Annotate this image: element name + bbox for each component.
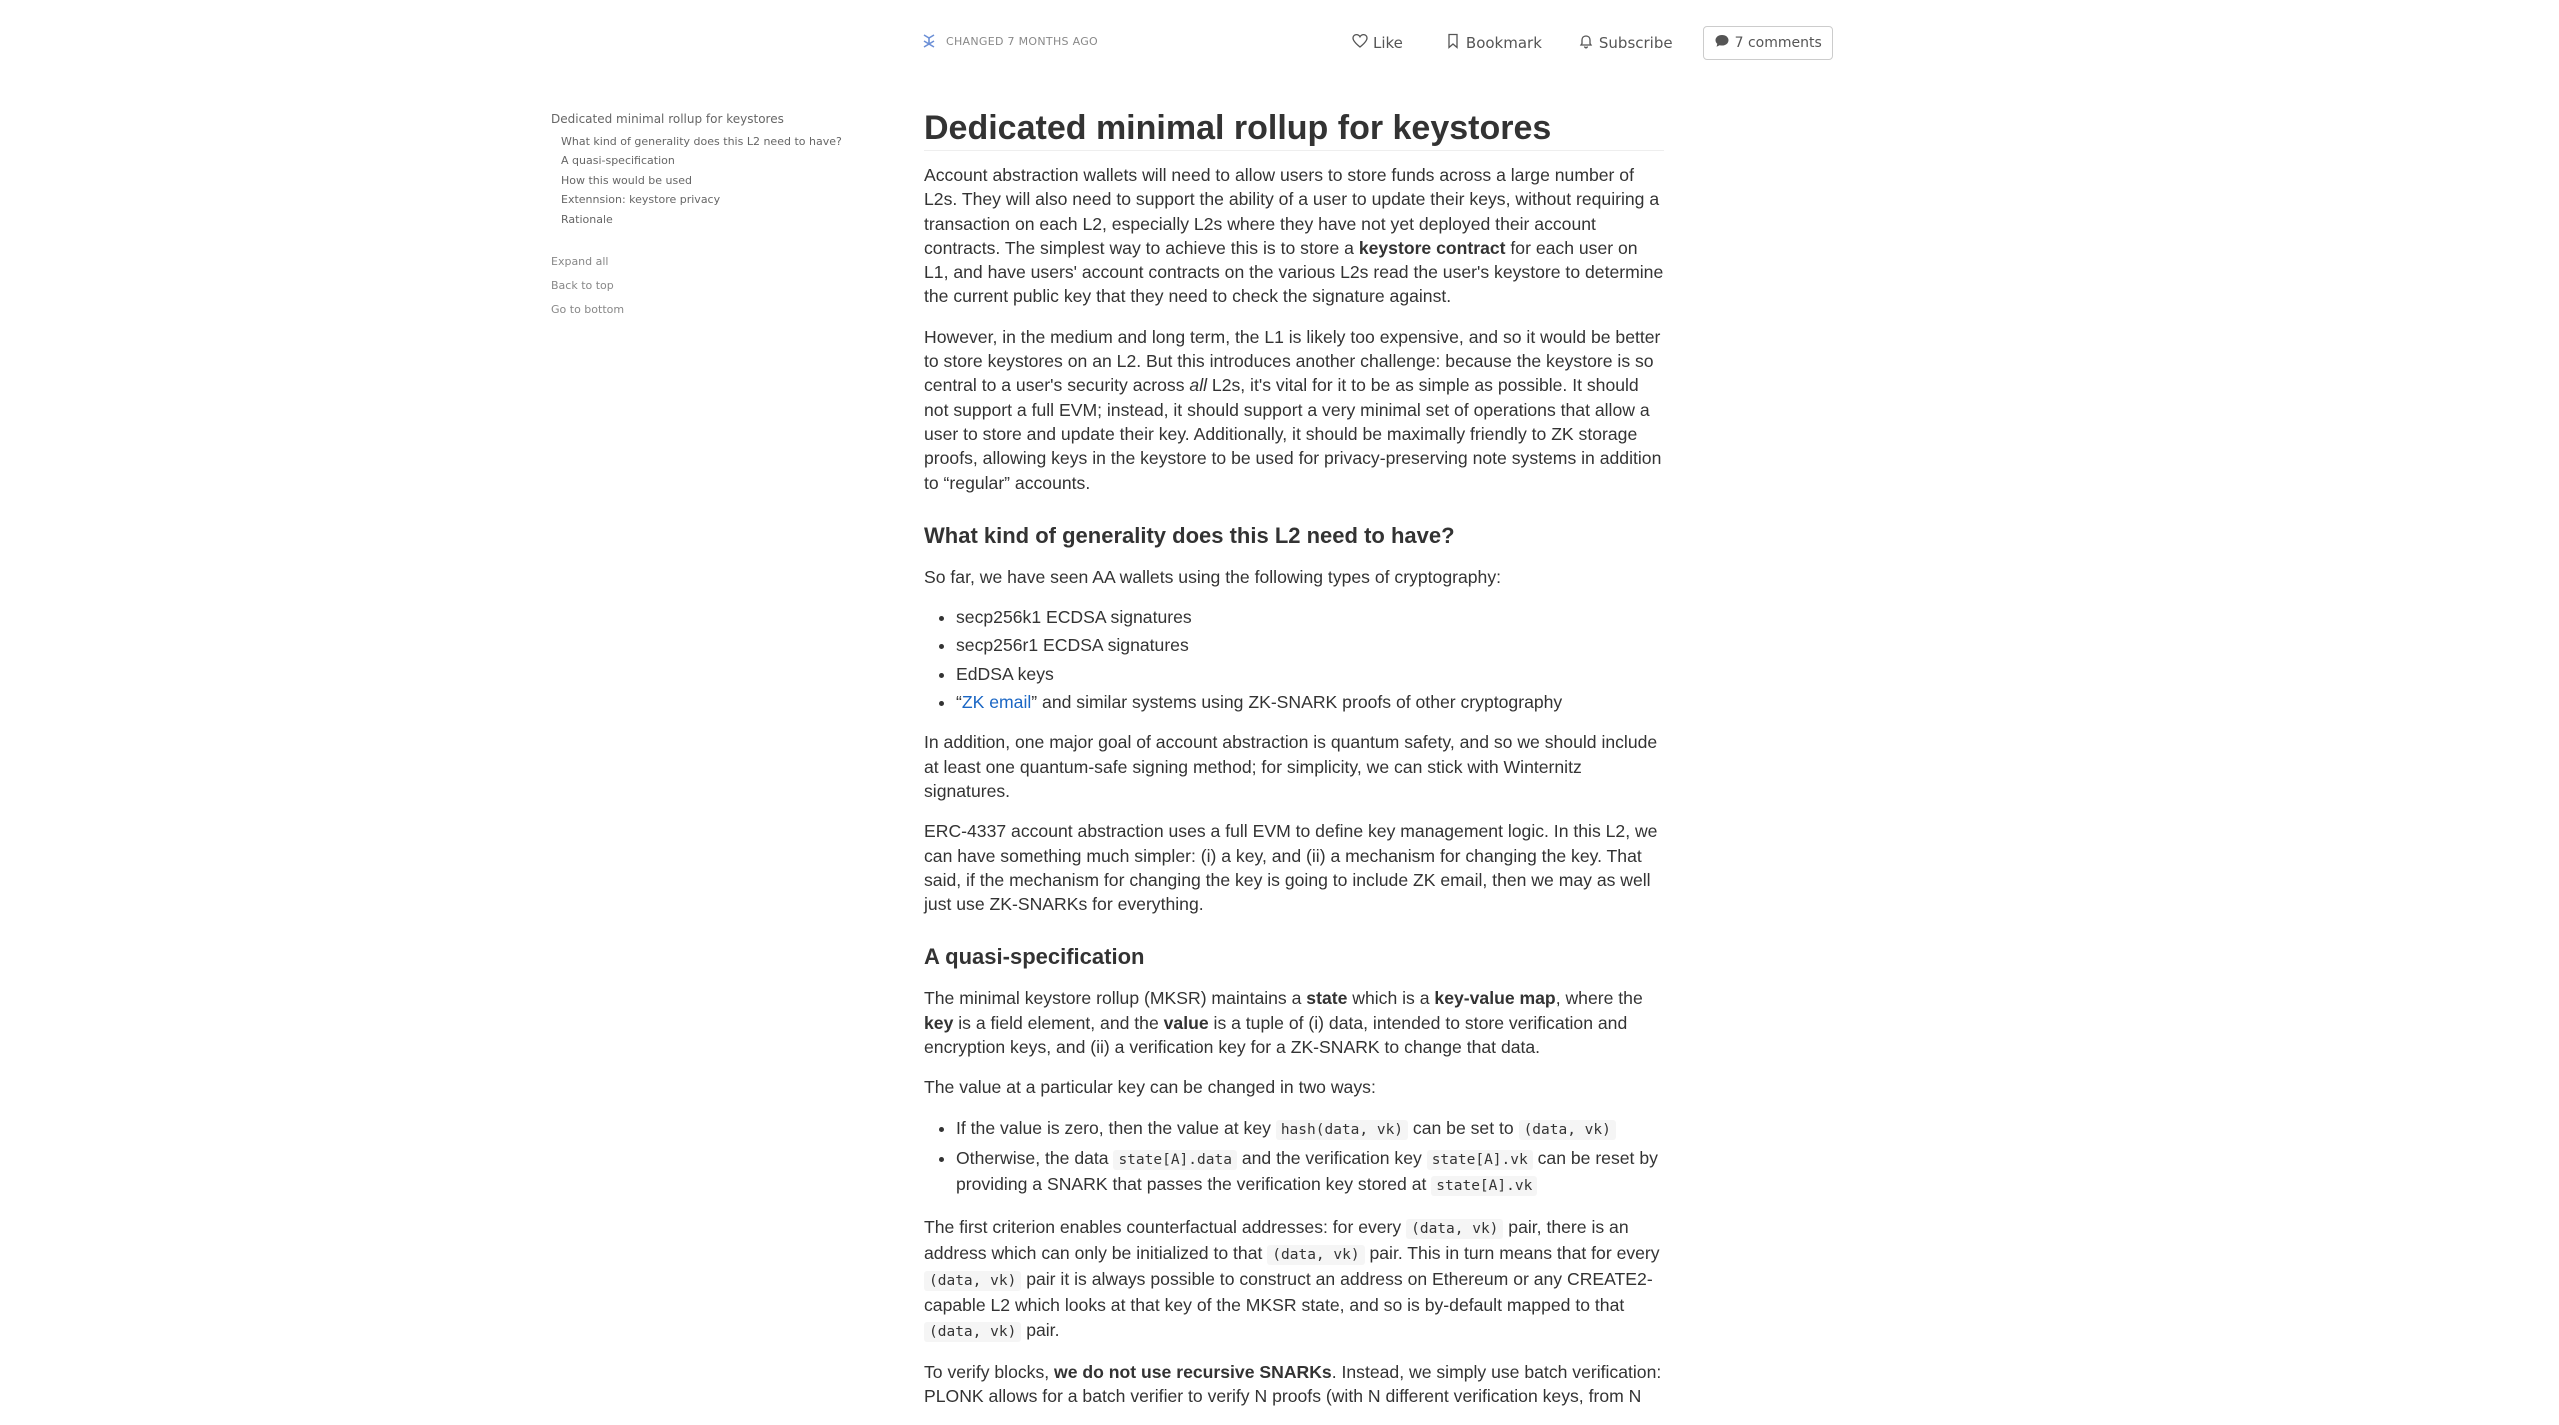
paragraph-counterfactual: The first criterion enables counterfactual addresses: for every (data, vk) pair, there is an address which can only be initialized to that (data, vk) pair. This in turn means that for every (data, vk) pair it is always possible to construct an address on Ethereum or any CREATE2-capable L2 which looks at that key of the MKSR state, and so is by-default mapped to that (data, vk) pair. [924,1216,1660,1340]
back-to-top-link[interactable]: Back to top [551,279,614,293]
like-label: Like [1373,34,1403,52]
changed-label: CHANGED 7 MONTHS AGO [946,34,1099,48]
list-item: • If the value is zero, then the value at key hash(data, vk) can be set to (data, vk) [956,1116,1664,1142]
changed-info [920,32,1098,50]
list-item: • EdDSA keys [956,662,1664,686]
heart-icon [1352,33,1368,53]
heading-generality: What kind of generality does this L2 need to have? [924,522,1455,548]
go-to-bottom-link[interactable]: Go to bottom [551,303,625,317]
action-bar [1352,26,1833,60]
list-item: • “ZK email” and similar systems using ZK-SNARK proofs of other cryptography [956,690,1664,714]
toc-item-quasi-specification[interactable]: A quasi-specification [561,154,675,168]
like-button[interactable] [1352,33,1403,53]
article-body [924,106,1664,1425]
paragraph-l2-challenge: However, in the medium and long term, the L1 is likely too expensive, and so it would be better to store keystores on an L2. But this introduces another challenge: because the keystore is so central to a user's security across all L2s, it's vital for it to be as simple as possible. It should not support a full EVM; instead, it should support a very minimal set of operations that allow a user to store and update their key. Additionally, it should be maximally friendly to ZK storage proofs, allowing keys in the keystore to be used for privacy-preserving note systems in addition to “regular” accounts. [924,326,1662,493]
crypto-list [924,605,1664,714]
comment-icon [1714,33,1730,53]
paragraph-two-ways: The value at a particular key can be changed in two ways: [924,1077,1376,1098]
page-title: Dedicated minimal rollup for keystores [924,106,1664,151]
paragraph-quantum: In addition, one major goal of account abstraction is quantum safety, and so we should include at least one quantum-safe signing method; for simplicity, we can stick with Winternitz signatures. [924,732,1658,801]
paragraph-mksr-state: The minimal keystore rollup (MKSR) maintains a state which is a key-value map, where the key is a field element, and the value is a tuple of (i) data, intended to store verification and encryption keys, and (ii) a verification key for a ZK-SNARK to change that data. [924,988,1643,1058]
toc-item-how-used[interactable]: How this would be used [561,173,692,187]
paragraph-verify-blocks: To verify blocks, we do not use recursive SNARKs. Instead, we simply use batch verification: PLONK allows for a batch verifier to verify N proofs (with N different verification keys, from N [924,1361,1662,1407]
list-item: • Otherwise, the data state[A].data and the verification key state[A].vk can be reset by providing a SNARK that passes the verification key stored at state[A].vk [956,1146,1664,1199]
paragraph-intro: Account abstraction wallets will need to allow users to store funds across a large number of L2s. They will also need to support the ability of a user to update their keys, without requiring a transaction on each L2, especially L2s where they have not yet deployed their account contracts. The simplest way to achieve this is to store a keystore contract for each user on L1, and have users' account contracts on the various L2s read the user's keystore to determine the current public key that they need to check the signature against. [924,165,1664,307]
bookmark-label: Bookmark [1465,34,1542,52]
subscribe-label: Subscribe [1598,34,1673,52]
toc-item-generality[interactable]: What kind of generality does this L2 need to have? [561,135,842,148]
list-item: • secp256k1 ECDSA signatures [956,605,1664,629]
expand-all-link[interactable]: Expand all [551,255,609,269]
toc-item-keystore-privacy[interactable]: Extennsion: keystore privacy [561,193,721,207]
change-ways-list [924,1116,1664,1199]
top-bar [0,0,2559,80]
toc-item-title[interactable]: Dedicated minimal rollup for keystores [551,112,784,126]
heading-quasi-specification: A quasi-specification [924,944,1145,970]
comments-button[interactable] [1703,26,1833,60]
bookmark-button[interactable] [1445,33,1542,53]
comments-label: 7 comments [1734,35,1822,51]
bell-icon [1578,33,1594,53]
bookmark-icon [1445,33,1461,53]
logo-icon [920,32,938,50]
paragraph-crypto-intro: So far, we have seen AA wallets using the following types of cryptography: [924,566,1502,587]
zk-email-link[interactable]: ZK email [961,692,1032,713]
paragraph-erc4337: ERC-4337 account abstraction uses a full EVM to define key management logic. In this L2, we can have something much simpler: (i) a key, and (ii) a mechanism for changing the key. That said, if the mechanism for changing the key is going to include ZK email, then we may as well just use ZK-SNARKs for everything. [924,821,1658,915]
subscribe-button[interactable] [1578,33,1673,53]
table-of-contents [551,112,871,316]
toc-item-rationale[interactable]: Rationale [561,212,613,226]
list-item: • secp256r1 ECDSA signatures [956,633,1664,657]
